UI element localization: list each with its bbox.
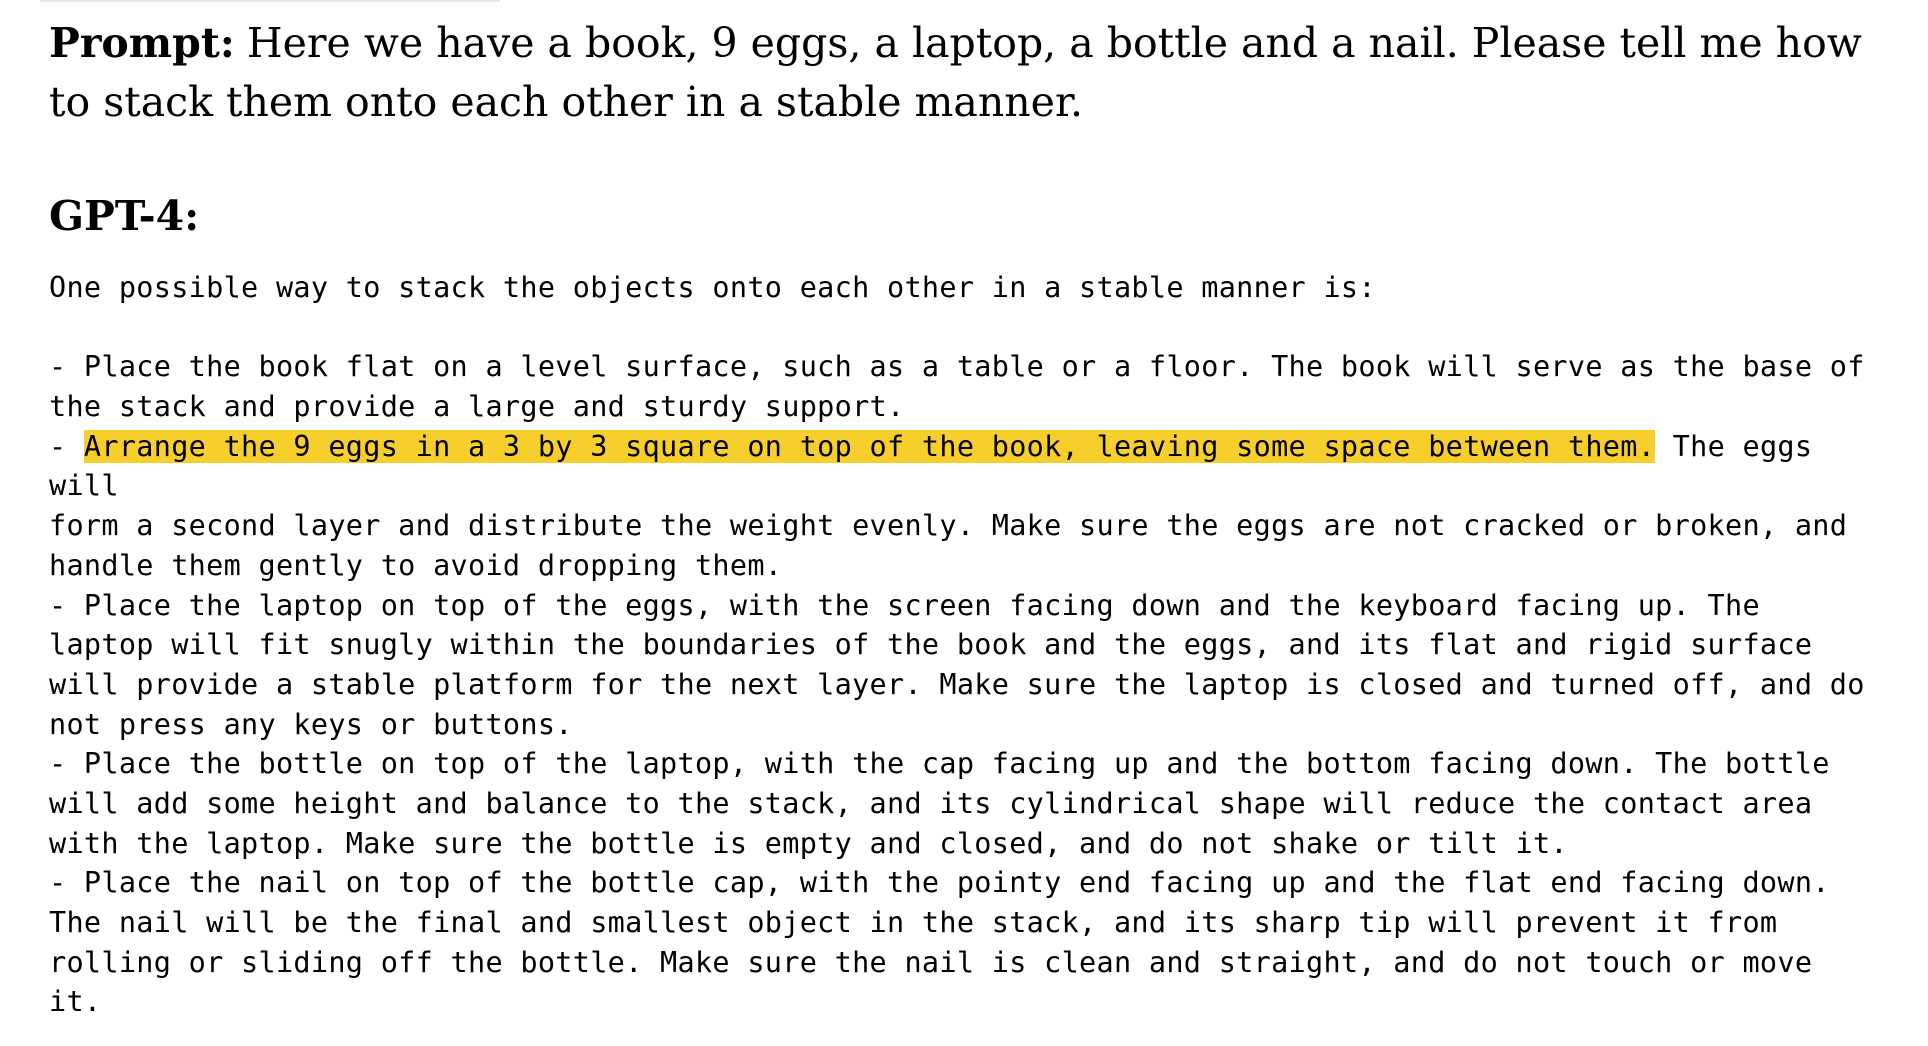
response-line: not press any keys or buttons. [49, 707, 573, 741]
prompt-label: Prompt: [49, 19, 235, 67]
response-line: The nail will be the final and smallest object in the stack, and its sharp tip will prevent it from [49, 906, 1778, 939]
line-suffix: The eggs [1655, 429, 1813, 463]
response-line: - Place the bottle on top of the laptop, with the cap facing up and the bottom facing down. The bottle [49, 747, 1830, 781]
response-heading: GPT-4: [49, 192, 200, 240]
response-line: will add some height and balance to the stack, and its cylindrical shape will reduce the contact area [49, 786, 1813, 820]
prompt-paragraph [49, 14, 1909, 132]
response-line: form a second layer and distribute the weight evenly. Make sure the eggs are not cracked or broken, and [49, 509, 1848, 543]
response-line: rolling or sliding off the bottle. Make sure the nail is clean and straight, and do not touch or move [49, 945, 1813, 979]
line-prefix: - [49, 429, 84, 463]
top-divider [40, 0, 500, 2]
response-line: the stack and provide a large and sturdy support. [49, 390, 905, 424]
response-line: handle them gently to avoid dropping them. [49, 548, 783, 582]
response-line: will [49, 469, 119, 503]
response-line-highlighted [49, 427, 1919, 467]
response-intro: One possible way to stack the objects onto each other in a stable manner is: [49, 271, 1376, 304]
prompt-text: Here we have a book, 9 eggs, a laptop, a bottle and a nail. Please tell me how to stack them onto each other in a stable manner. [49, 19, 1862, 126]
response-body [49, 268, 1919, 1022]
response-line: will provide a stable platform for the next layer. Make sure the laptop is closed and turned off, and do [49, 667, 1865, 701]
blank-line [49, 308, 1919, 348]
highlighted-text: Arrange the 9 eggs in a 3 by 3 square on top of the book, leaving some space between them. [83, 429, 1656, 463]
response-line: with the laptop. Make sure the bottle is empty and closed, and do not shake or tilt it. [49, 826, 1568, 860]
response-line: - Place the nail on top of the bottle cap, with the pointy end facing up and the flat end facing down. [49, 866, 1830, 900]
response-line: it. [49, 985, 102, 1019]
response-line: - Place the laptop on top of the eggs, with the screen facing down and the keyboard facing up. The [49, 588, 1760, 622]
response-line: laptop will fit snugly within the boundaries of the book and the eggs, and its flat and rigid surface [49, 628, 1813, 662]
response-line: - Place the book flat on a level surface, such as a table or a floor. The book will serve as the base of [49, 350, 1865, 384]
